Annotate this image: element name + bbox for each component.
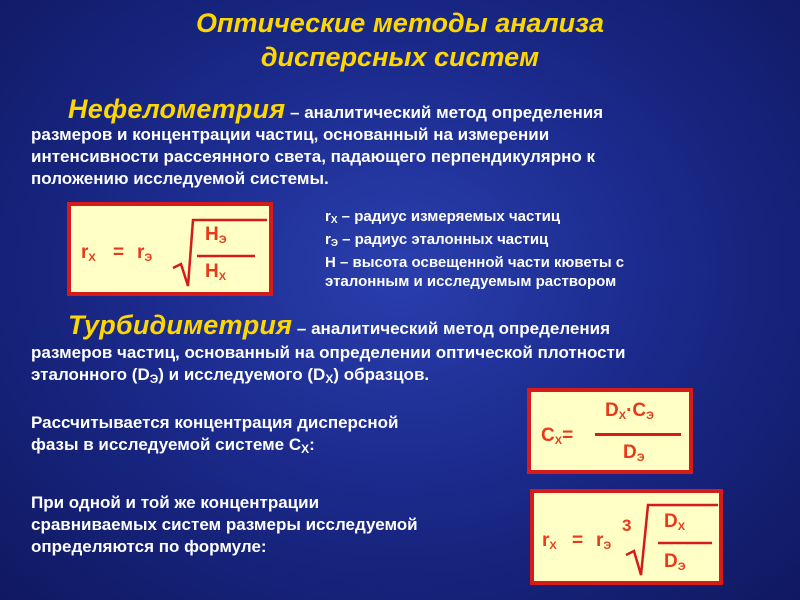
nephelometry-line-3: интенсивности рассеянного света, падающего перпендикулярно к	[31, 147, 595, 166]
slide-title	[0, 6, 800, 74]
formula2-numerator: $D_X\cdot C_Э$	[605, 400, 654, 422]
formula3-equals: =	[572, 530, 584, 551]
formula3-lhs: $r_X$	[542, 530, 557, 552]
nephelometry-line-4: положению исследуемой системы.	[31, 169, 329, 188]
size-line-1: При одной и той же концентрации	[31, 493, 320, 512]
turbidimetry-line-1: – аналитический метод определения	[292, 319, 610, 338]
size-line-3: определяются по формуле:	[31, 537, 267, 556]
concentration-line-1: Рассчитывается концентрация дисперсной	[31, 413, 399, 432]
formula2-fraction-bar	[595, 433, 681, 436]
formula1-denominator: $H_X$	[205, 261, 227, 283]
nephelometry-line-2: размеров и концентрации частиц, основанный на измерении	[31, 125, 550, 144]
turbidimetry-term: Турбидиметрия	[68, 310, 293, 340]
formula-legend	[325, 207, 705, 291]
formula3-r-standard: $r_Э$	[596, 530, 612, 552]
title-line-1: Оптические методы анализа	[196, 8, 604, 38]
formula1-numerator: $H_Э$	[205, 224, 227, 246]
turbidimetry-paragraph	[31, 308, 770, 390]
size-paragraph	[31, 492, 502, 558]
formula3-denominator: $D_Э$	[664, 551, 686, 573]
size-line-2: сравниваемых систем размеры исследуемой	[31, 515, 418, 534]
formula3-numerator: $D_X$	[664, 511, 686, 533]
nephelometry-paragraph	[31, 94, 770, 190]
formula2-lhs: $C_X=$	[541, 425, 574, 447]
legend-line-4: эталонным и исследуемым раствором	[325, 273, 617, 290]
turbidimetry-formula-box	[530, 489, 723, 585]
nephelometry-term: Нефелометрия	[68, 94, 286, 124]
nephelometry-line-1: – аналитический метод определения	[285, 103, 604, 122]
formula1-r-standard: $r_Э$	[137, 242, 153, 264]
formula2-denominator: $D_Э$	[623, 442, 645, 464]
title-line-2: дисперсных систем	[260, 42, 540, 72]
formula3-root-index: 3	[622, 516, 632, 535]
nephelometry-formula-box	[67, 202, 273, 296]
concentration-line-2: фазы в исследуемой системе $C_X$:	[31, 435, 315, 456]
concentration-formula-box	[527, 388, 693, 474]
concentration-paragraph	[31, 412, 502, 460]
turbidimetry-line-2: размеров частиц, основанный на определении оптической плотности	[31, 343, 626, 362]
legend-line-2: $r_Э$ – радиус эталонных частиц	[325, 231, 549, 249]
formula1-lhs: $r_X$	[81, 242, 96, 264]
formula1-equals: =	[113, 242, 125, 263]
turbidimetry-line-3: эталонного $(D_Э)$ и исследуемого $(D_X)$ образцов.	[31, 365, 430, 386]
legend-line-3: H – высота освещенной части кюветы с	[325, 254, 625, 271]
legend-line-1: $r_X$ – радиус измеряемых частиц	[325, 208, 561, 226]
